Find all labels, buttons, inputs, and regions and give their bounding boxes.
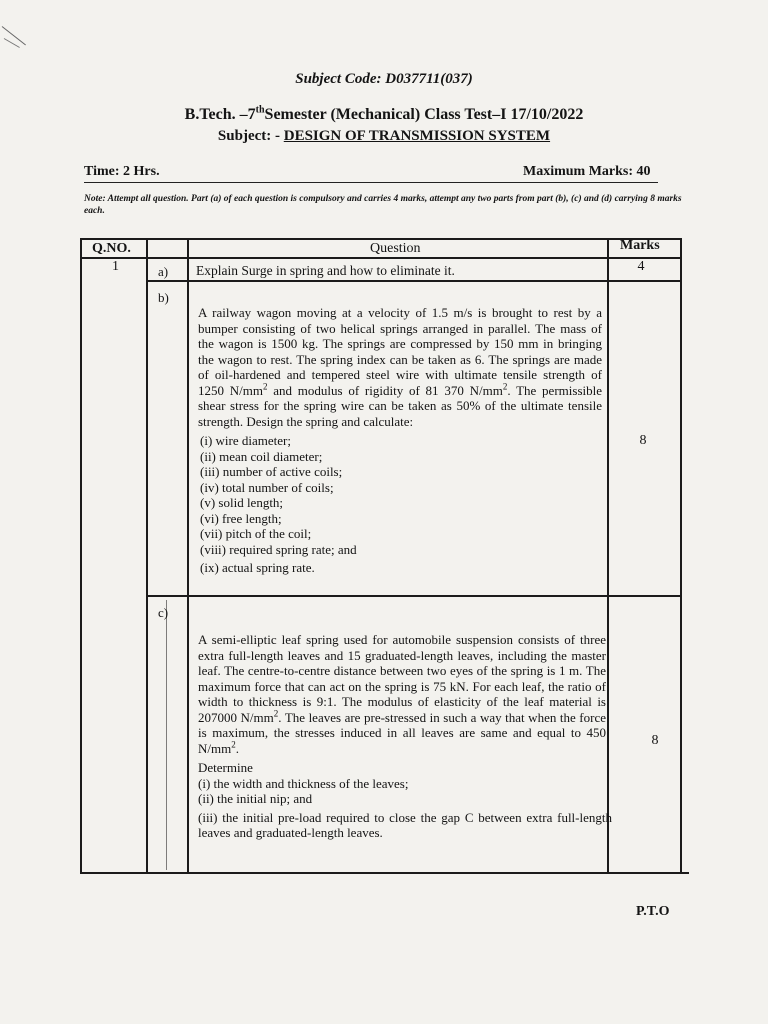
pencil-mark xyxy=(2,26,26,45)
list-item: (ii) mean coil diameter; xyxy=(200,448,323,464)
table-bottom-border xyxy=(80,872,689,874)
table-left-border xyxy=(80,238,82,873)
part-column-border xyxy=(187,238,189,873)
header-question: Question xyxy=(370,241,421,256)
list-item: (ix) actual spring rate. xyxy=(200,560,315,575)
list-item: (vi) free length; xyxy=(200,510,282,526)
list-item: (iv) total number of coils; xyxy=(200,479,334,495)
row-a-border xyxy=(146,280,681,282)
list-item: (iii) the initial pre-load required to close the gap C between extra full-length leaves and graduated-length leaves. xyxy=(198,809,612,840)
question-a-text: Explain Surge in spring and how to eliminate it. xyxy=(196,263,455,278)
question-c-text: A semi-elliptic leaf spring used for automobile suspension consists of three extra full-length leaves and 15 graduated-length leaves, including the master leaf. The centre-to-centre distance between two eyes of the spring is 1 m. The maximum force that can act on the spring is 75 kN. For each leaf, the ratio of width to thickness is 9:1. The modulus of elasticity of the leaf material is 207000 $N/mm^2$. The leaves are pre-stressed in such a way that when the force is maximum, the stresses induced in all leaves are same and equal to 450 $N/mm^2$. xyxy=(198,632,606,756)
subject-line: Subject: - DESIGN OF TRANSMISSION SYSTEM xyxy=(217,128,551,144)
page-turn-over: P.T.O xyxy=(636,904,670,919)
exam-title: B.Tech. –7thSemester (Mechanical) Class Test–I 17/10/2022 xyxy=(184,104,584,123)
question-b-list xyxy=(200,433,357,576)
list-item: (ii) the initial nip; and xyxy=(198,791,313,806)
list-item: (i) wire diameter; xyxy=(200,433,291,448)
header-rule xyxy=(84,182,658,183)
marks-c: 8 xyxy=(651,733,659,748)
marks-a: 4 xyxy=(637,259,645,274)
list-item: (v) solid length; xyxy=(200,495,284,510)
list-item: (iii) number of active coils; xyxy=(200,464,343,479)
header-qno: Q.NO. xyxy=(92,241,131,256)
table-right-border xyxy=(680,238,682,873)
marks-b: 8 xyxy=(639,433,647,448)
part-label-a: a) xyxy=(158,264,169,279)
row-b-border xyxy=(146,595,681,597)
header-marks: Marks xyxy=(620,238,660,253)
scan-artifact-line xyxy=(166,600,167,870)
subject-name: DESIGN OF TRANSMISSION SYSTEM xyxy=(283,128,551,144)
part-label-b: b) xyxy=(158,290,169,305)
question-number: 1 xyxy=(112,259,119,274)
list-item: (vii) pitch of the coil; xyxy=(200,526,312,541)
instructions-note: Note: Attempt all question. Part (a) of each question is compulsory and carries 4 marks, attempt any two parts from part (b), (c) and (d) carrying 8 marks each. xyxy=(84,194,682,216)
question-c-list xyxy=(198,760,612,841)
table-top-border xyxy=(80,238,681,240)
subject-code: Subject Code: D037711(037) xyxy=(295,71,473,87)
list-item: (i) the width and thickness of the leaves; xyxy=(198,775,409,791)
header-row-border xyxy=(80,257,681,259)
time-allowed: Time: 2 Hrs. xyxy=(84,164,160,179)
question-b-text: A railway wagon moving at a velocity of 1.5 m/s is brought to rest by a bumper consisting of two helical springs arranged in parallel. The mass of the wagon is 1500 kg. The springs are compressed by 150 mm in bringing the wagon to rest. The spring index can be taken as 6. The springs are made of oil-hardened and tempered steel wire with ultimate tensile strength of 1250 $N/mm^2$ and modulus of rigidity of 81 370 $N/mm^2$. The permissible shear stress for the spring wire can be taken as 50% of the ultimate tensile strength. Design the spring and calculate: xyxy=(198,305,602,429)
list-item: (viii) required spring rate; and xyxy=(200,541,357,557)
qno-column-border xyxy=(146,238,148,873)
part-label-c: c) xyxy=(158,605,169,620)
maximum-marks: Maximum Marks: 40 xyxy=(523,164,651,179)
determine-label: Determine xyxy=(198,760,253,775)
